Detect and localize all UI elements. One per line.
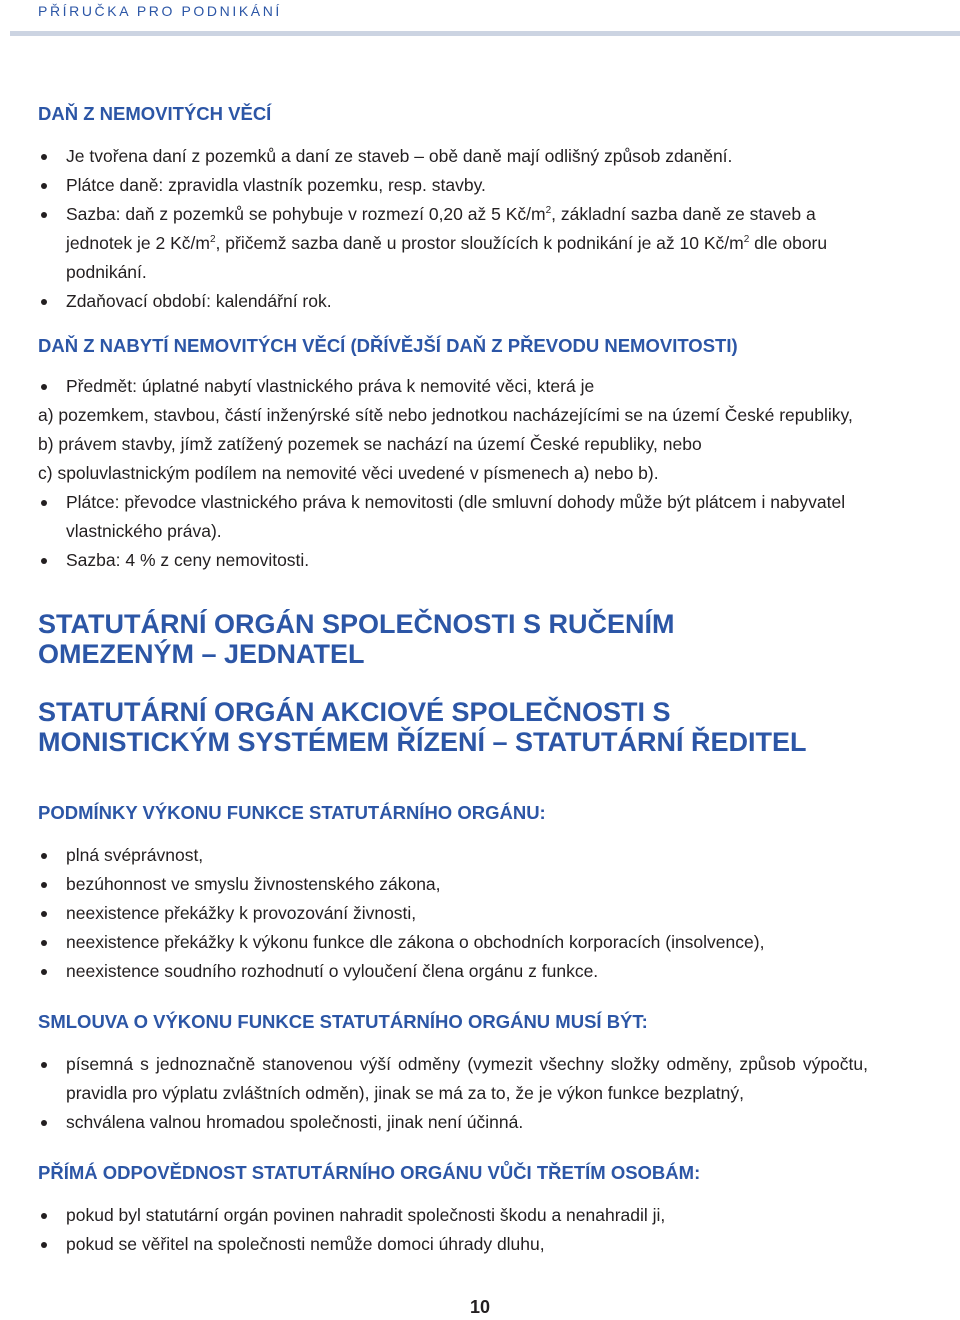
list-item: pokud byl statutární orgán povinen nahradit společnosti škodu a nenahradil ji, (38, 1201, 868, 1230)
list-item: Je tvořena daní z pozemků a daní ze staveb – obě daně mají odlišný způsob zdanění. (38, 142, 868, 171)
list-item: neexistence překážky k výkonu funkce dle zákona o obchodních korporacích (insolvence), (38, 928, 868, 957)
sub-item-a: a) pozemkem, stavbou, částí inženýrské sítě nebo jednotkou nacházejícími se na území České republiky, (38, 405, 853, 425)
list-item: plná svéprávnost, (38, 841, 868, 870)
running-header: PŘÍRUČKA PRO PODNIKÁNÍ (38, 3, 282, 19)
list-item: Sazba: 4 % z ceny nemovitosti. (38, 546, 868, 575)
list-item: bezúhonnost ve smyslu živnostenského zákona, (38, 870, 868, 899)
rate-text-b: , základní sazba daně ze staveb a jednotek je 2 Kč/m (66, 204, 816, 253)
list-item (38, 200, 868, 287)
sub-item-b: b) právem stavby, jímž zatížený pozemek se nachází na území České republiky, nebo (38, 434, 702, 454)
acquisition-tax-list (38, 372, 868, 575)
superscript: 2 (209, 234, 216, 246)
superscript: 2 (743, 234, 750, 246)
section-title-conditions: PODMÍNKY VÝKONU FUNKCE STATUTÁRNÍHO ORGÁNU: (38, 802, 546, 823)
list-item: neexistence překážky k provozování živnosti, (38, 899, 868, 928)
list-item: schválena valnou hromadou společnosti, jinak není účinná. (38, 1108, 868, 1137)
heading-llc-statutory-body: STATUTÁRNÍ ORGÁN SPOLEČNOSTI S RUČENÍM OMEZENÝM – JEDNATEL (38, 609, 675, 669)
list-item: Zdaňovací období: kalendářní rok. (38, 287, 868, 316)
contract-list (38, 1050, 868, 1137)
property-tax-list (38, 142, 868, 316)
rate-text-c: , přičemž sazba daně u prostor sloužících k podnikání je až 10 Kč/m (215, 233, 744, 253)
section-title-acquisition-tax: DAŇ Z NABYTÍ NEMOVITÝCH VĚCÍ (DŘÍVĚJŠÍ DAŇ Z PŘEVODU NEMOVITOSTI) (38, 335, 738, 356)
conditions-list (38, 841, 868, 986)
list-item: Plátce: převodce vlastnického práva k nemovitosti (dle smluvní dohody může být plátcem i nabyvatel vlastnického práva). (38, 488, 868, 546)
rate-text-d: dle oboru podnikání. (66, 233, 828, 282)
list-item: pokud se věřitel na společnosti nemůže domoci úhrady dluhu, (38, 1230, 868, 1259)
section-title-property-tax: DAŇ Z NEMOVITÝCH VĚCÍ (38, 103, 272, 124)
list-item: neexistence soudního rozhodnutí o vyloučení člena orgánu z funkce. (38, 957, 868, 986)
list-item: Předmět: úplatné nabytí vlastnického práva k nemovité věci, která je (38, 372, 868, 401)
page-content (38, 100, 868, 1259)
sub-item-c: c) spoluvlastnickým podílem na nemovité věci uvedené v písmenech a) nebo b). (38, 463, 659, 483)
page-number: 10 (469, 1297, 491, 1317)
section-title-liability: PŘÍMÁ ODPOVĚDNOST STATUTÁRNÍHO ORGÁNU VŮČI TŘETÍM OSOBÁM: (38, 1162, 701, 1183)
list-item: písemná s jednoznačně stanovenou výší odměny (vymezit všechny složky odměny, způsob výpočtu, pravidla pro výplatu zvláštních odměn), jinak se má za to, že je výkon funkce bezplatný, (38, 1050, 868, 1108)
list-item: Plátce daně: zpravidla vlastník pozemku, resp. stavby. (38, 171, 868, 200)
heading-jsc-statutory-body: STATUTÁRNÍ ORGÁN AKCIOVÉ SPOLEČNOSTI S MONISTICKÝM SYSTÉMEM ŘÍZENÍ – STATUTÁRNÍ ŘEDITEL (38, 697, 807, 757)
liability-list (38, 1201, 868, 1259)
superscript: 2 (545, 205, 552, 217)
header-rule (10, 31, 960, 36)
rate-text-a: Sazba: daň z pozemků se pohybuje v rozmezí 0,20 až 5 Kč/m (66, 204, 546, 224)
section-title-contract: SMLOUVA O VÝKONU FUNKCE STATUTÁRNÍHO ORGÁNU MUSÍ BÝT: (38, 1011, 648, 1032)
